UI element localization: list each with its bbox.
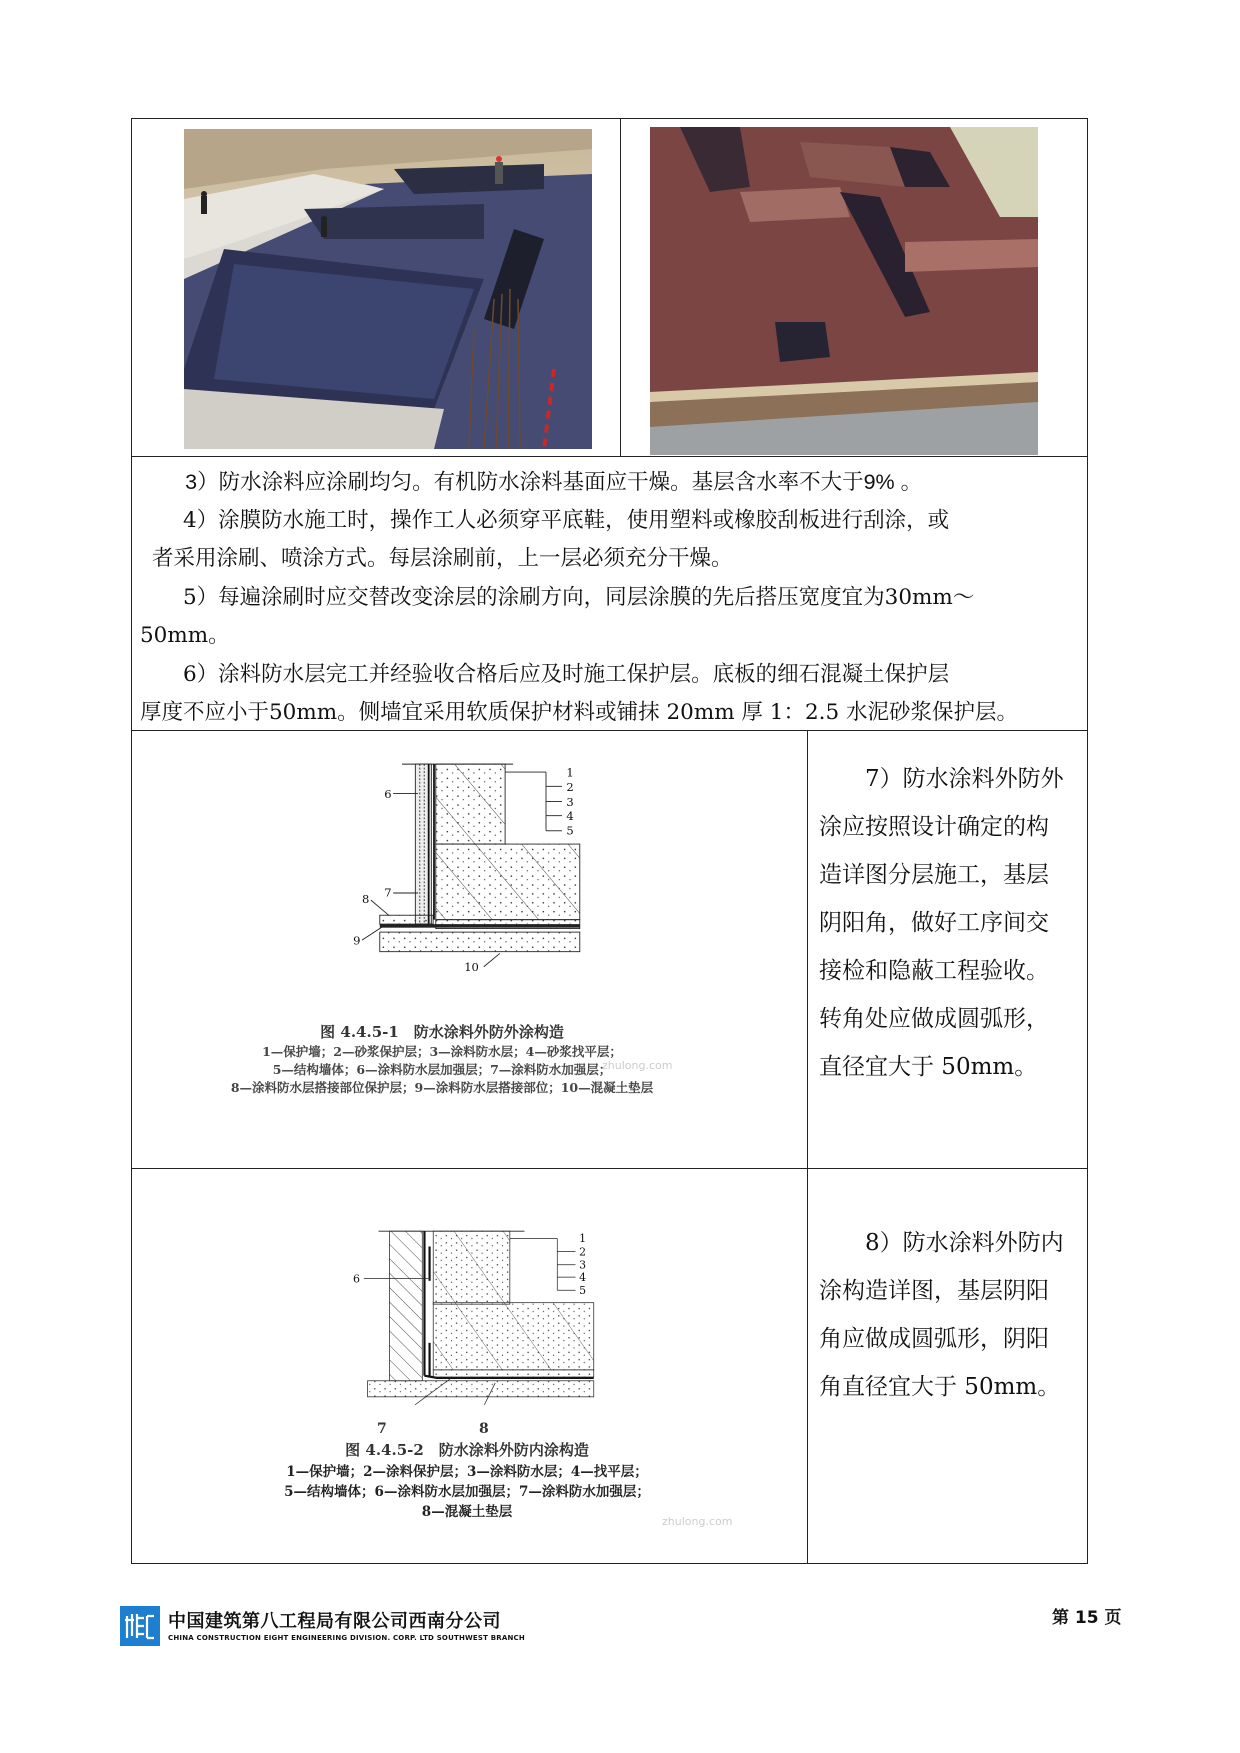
svg-text:3: 3 (566, 794, 574, 809)
description-line: 直径宜大于 50mm。 (819, 1054, 1038, 1080)
description-line: 7）防水涂料外防外 (865, 766, 1064, 792)
description-line: 8）防水涂料外防内 (865, 1230, 1064, 1256)
svg-text:1: 1 (579, 1232, 587, 1246)
content-table (131, 118, 1088, 1564)
paragraph-6-line1: 6）涂料防水层完工并经验收合格后应及时施工保护层。底板的细石混凝土保护层 (183, 661, 950, 687)
photos-row (132, 119, 1087, 457)
photo-cell-left (132, 119, 621, 456)
paragraph-4-line2: 者采用涂刷、喷涂方式。每层涂刷前，上一层必须充分干燥。 (152, 546, 733, 571)
diagram2-callouts (217, 1421, 717, 1439)
diagram1-caption-line: 1—保护墙；2—砂浆保护层；3—涂料防水层；4—砂浆找平层； (262, 1044, 622, 1059)
diagram1-row (132, 731, 1087, 1169)
text-row (132, 457, 1087, 731)
company-name-en: CHINA CONSTRUCTION EIGHT ENGINEERING DIVISION. CORP. LTD SOUTHWEST BRANCH (168, 1634, 525, 1642)
photo-blue-coating-site (184, 129, 592, 449)
description-line: 角应做成圆弧形，阴阳 (819, 1326, 1049, 1352)
svg-text:6: 6 (352, 1272, 360, 1286)
svg-text:3: 3 (579, 1258, 587, 1272)
svg-text:6: 6 (384, 786, 392, 801)
diagram1-caption-title: 图 4.4.5-1 防水涂料外防外涂构造 (320, 1023, 564, 1041)
diagram2-row (132, 1169, 1087, 1563)
watermark: zhulong.com (662, 1515, 733, 1528)
company-name-cn: 中国建筑第八工程局有限公司西南分公司 (168, 1611, 501, 1632)
svg-text:4: 4 (579, 1270, 587, 1284)
diagram1-caption (227, 1021, 657, 1096)
svg-text:9: 9 (353, 933, 361, 948)
label-8: 8 (479, 1421, 489, 1437)
paragraph-6-line2: 厚度不应小于50mm。侧墙宜采用软质保护材料或铺抹 20mm 厚 1：2.5 水泥砂浆保护层。 (140, 700, 1018, 725)
svg-text:2: 2 (579, 1245, 587, 1259)
description-line: 造详图分层施工，基层 (819, 862, 1049, 888)
svg-text:7: 7 (384, 885, 392, 900)
svg-text:5: 5 (566, 823, 574, 838)
paragraph-3: 3）防水涂料应涂刷均匀。有机防水涂料基面应干燥。基层含水率不大于9% 。 (185, 470, 923, 494)
photo-cell-right (620, 119, 1087, 456)
diagram1-description (807, 731, 1087, 1168)
diagram1-cell (132, 731, 808, 1168)
svg-text:2: 2 (566, 779, 574, 794)
description-line: 涂应按照设计确定的构 (819, 814, 1049, 840)
paragraph-5-line2: 50mm。 (140, 623, 230, 648)
label-7: 7 (377, 1421, 387, 1437)
paragraph-5-line1: 5）每遍涂刷时应交替改变涂层的涂刷方向，同层涂膜的先后搭压宽度宜为30mm～ (183, 584, 975, 610)
company-logo-icon (120, 1606, 160, 1646)
description-line: 接检和隐蔽工程验收。 (819, 958, 1049, 984)
diagram2-drawing (342, 1191, 612, 1429)
diagram1-caption-line: 5—结构墙体；6—涂料防水层加强层；7—涂料防水加强层； (272, 1062, 612, 1077)
diagram2-cell (132, 1169, 808, 1563)
diagram2-caption-line: 8—混凝土垫层 (421, 1504, 513, 1520)
photo-brown-coating-surface (650, 127, 1038, 455)
page-number: 第 15 页 (1052, 1608, 1122, 1628)
description-line: 角直径宜大于 50mm。 (819, 1374, 1061, 1400)
diagram2-caption-line: 1—保护墙；2—涂料保护层；3—涂料防水层；4—找平层； (286, 1464, 648, 1480)
svg-text:4: 4 (566, 809, 574, 824)
svg-text:8: 8 (362, 891, 370, 906)
paragraph-4-line1: 4）涂膜防水施工时，操作工人必须穿平底鞋，使用塑料或橡胶刮板进行刮涂，或 (183, 507, 950, 533)
diagram2-description (807, 1169, 1087, 1563)
diagram2-caption-line: 5—结构墙体；6—涂料防水层加强层；7—涂料防水加强层； (284, 1484, 650, 1500)
description-line: 涂构造详图，基层阴阳 (819, 1278, 1049, 1304)
watermark: zhulong.com (602, 1059, 673, 1072)
description-line: 阴阳角，做好工序间交 (819, 910, 1049, 936)
description-line: 转角处应做成圆弧形， (819, 1006, 1049, 1032)
diagram2-caption-title: 图 4.4.5-2 防水涂料外防内涂构造 (345, 1441, 589, 1459)
diagram1-caption-line: 8—涂料防水层搭接部位保护层；9—涂料防水层搭接部位；10—混凝土垫层 (230, 1080, 654, 1095)
svg-text:1: 1 (566, 765, 574, 780)
diagram1-drawing (347, 749, 617, 989)
diagram2-caption (217, 1421, 717, 1520)
svg-text:5: 5 (579, 1283, 587, 1297)
svg-text:10: 10 (464, 960, 479, 975)
